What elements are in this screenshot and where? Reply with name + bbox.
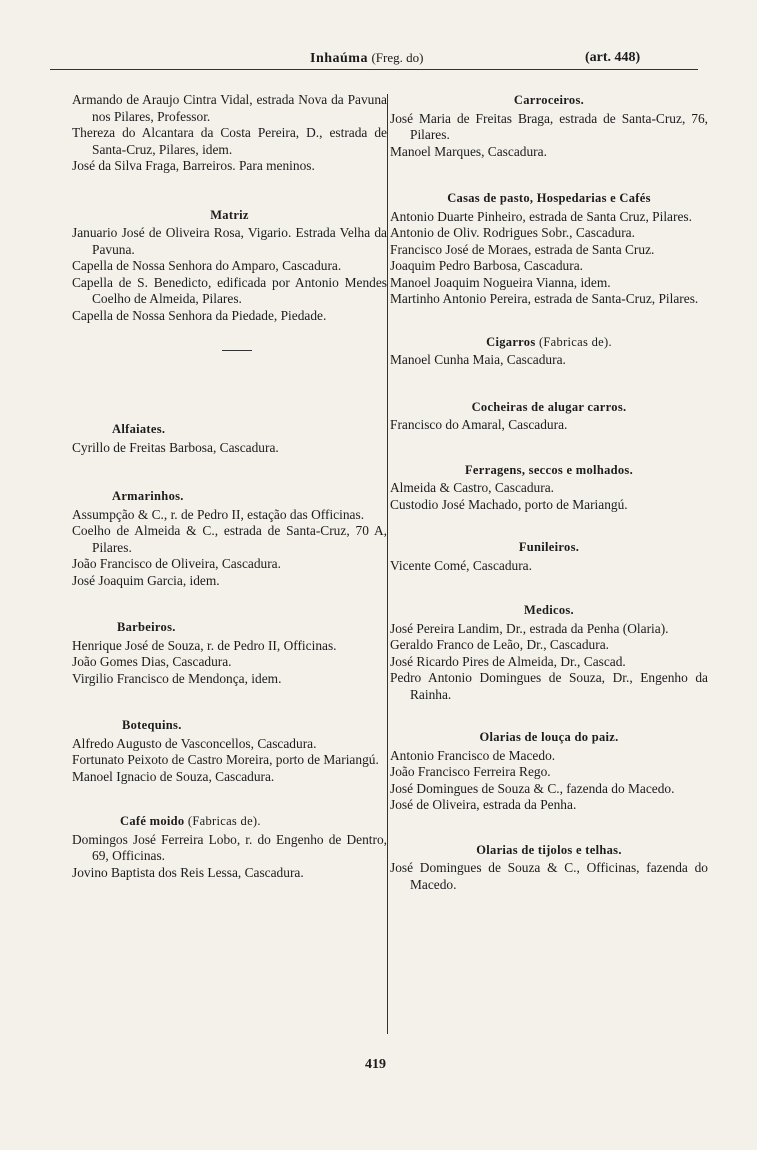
list-item: Manoel Marques, Cascadura. <box>390 143 547 159</box>
list-item: José de Oliveira, estrada da Penha. <box>390 797 577 812</box>
section-heading-casas-de-pasto: Casas de pasto, Hospedarias e Cafés <box>447 191 651 205</box>
list-item: Custodio José Machado, porto de Mariangú. <box>390 496 628 512</box>
section-heading-funileiros: Funileiros. <box>518 540 580 554</box>
list-item: Antonio Duarte Pinheiro, estrada de Santa Cruz, Pilares. <box>390 208 692 224</box>
list-item: João Francisco de Oliveira, Cascadura. <box>72 556 281 571</box>
list-item: José Domingues de Souza & C., fazenda do Macedo. <box>390 780 675 796</box>
section-heading-medicos: Medicos. <box>524 603 574 617</box>
list-item: Manoel Cunha Maia, Cascadura. <box>390 352 566 367</box>
list-item: Capella de Nossa Senhora da Piedade, Piedade. <box>72 307 327 323</box>
page-header <box>310 50 690 67</box>
list-item: Henrique José de Souza, r. de Pedro II, Officinas. <box>72 637 337 653</box>
heading-subtitle: (Fabricas de). <box>538 334 612 349</box>
list-item: Virgilio Francisco de Mendonça, idem. <box>72 670 282 686</box>
section-heading-barbeiros: Barbeiros. <box>117 620 176 634</box>
list-item: Joaquim Pedro Barbosa, Cascadura. <box>390 258 584 273</box>
list-item: Januario José de Oliveira Rosa, Vigario. Estrada Velha da Pavuna. <box>72 225 387 257</box>
list-item: Martinho Antonio Pereira, estrada de Santa-Cruz, Pilares. <box>390 291 699 306</box>
page-number: 419 <box>365 1057 386 1072</box>
heading-subtitle: (Fabricas de). <box>187 814 261 828</box>
section-heading-cigarros <box>390 334 708 351</box>
list-item: José Pereira Landim, Dr., estrada da Penha (Olaria). <box>390 620 669 636</box>
list-item: José Domingues de Souza & C., Officinas, fazenda do Macedo. <box>390 860 708 892</box>
section-heading-matriz: Matriz <box>210 207 249 222</box>
section-heading-cafe-moido <box>72 813 387 830</box>
list-item: Antonio de Oliv. Rodrigues Sobr., Cascadura. <box>390 225 635 240</box>
list-item: Geraldo Franco de Leão, Dr., Cascadura. <box>390 637 609 652</box>
list-item: Domingos José Ferreira Lobo, r. do Engenho de Dentro, 69, Officinas. <box>72 831 387 863</box>
section-heading-olarias-tijolos: Olarias de tijolos e telhas. <box>476 842 622 857</box>
section-heading-olarias-louca: Olarias de louça do paiz. <box>479 730 619 744</box>
heading-title: Cigarros <box>486 334 536 349</box>
list-item: Armando de Araujo Cintra Vidal, estrada Nova da Pavuna nos Pilares, Professor. <box>72 92 387 124</box>
list-item: Francisco do Amaral, Cascadura. <box>390 417 568 432</box>
list-item: Manoel Ignacio de Souza, Cascadura. <box>72 768 275 784</box>
list-item: Manoel Joaquim Nogueira Vianna, idem. <box>390 274 611 290</box>
list-item: Fortunato Peixoto de Castro Moreira, porto de Mariangú. <box>72 752 379 767</box>
list-item: Cyrillo de Freitas Barbosa, Cascadura. <box>72 439 279 455</box>
list-item: João Gomes Dias, Cascadura. <box>72 654 232 669</box>
list-item: José da Silva Fraga, Barreiros. Para meninos. <box>72 158 315 173</box>
header-freguesia: (Freg. do) <box>371 50 424 65</box>
list-item: Assumpção & C., r. de Pedro II, estação das Officinas. <box>72 506 365 522</box>
heading-title: Café moido <box>120 814 185 828</box>
list-item: Alfredo Augusto de Vasconcellos, Cascadura. <box>72 735 317 751</box>
list-item: Almeida & Castro, Cascadura. <box>390 480 554 495</box>
list-item: Antonio Francisco de Macedo. <box>390 747 556 763</box>
list-item: José Joaquim Garcia, idem. <box>72 572 220 588</box>
list-item: José Maria de Freitas Braga, estrada de Santa-Cruz, 76, Pilares. <box>390 110 708 142</box>
header-article: (art. 448) <box>585 50 641 65</box>
list-item: José Ricardo Pires de Almeida, Dr., Cascad. <box>390 653 626 669</box>
section-heading-alfaiates: Alfaiates. <box>112 422 166 436</box>
list-item: Francisco José de Moraes, estrada de Santa Cruz. <box>390 241 655 257</box>
list-item: Thereza do Alcantara da Costa Pereira, D., estrada de Santa-Cruz, Pilares, idem. <box>72 125 387 157</box>
list-item: João Francisco Ferreira Rego. <box>390 764 551 779</box>
list-item: Coelho de Almeida & C., estrada de Santa-Cruz, 70 A, Pilares. <box>72 523 387 555</box>
section-heading-armarinhos: Armarinhos. <box>112 489 184 503</box>
list-item: Jovino Baptista dos Reis Lessa, Cascadura. <box>72 864 304 880</box>
column-divider <box>387 94 388 1034</box>
header-rule <box>50 69 698 70</box>
section-heading-cocheiras: Cocheiras de alugar carros. <box>471 399 627 414</box>
section-heading-botequins: Botequins. <box>122 718 182 732</box>
header-place: Inhaúma <box>310 51 368 66</box>
list-item: Capella de S. Benedicto, edificada por Antonio Mendes Coelho de Almeida, Pilares. <box>72 274 387 306</box>
left-column <box>72 92 387 881</box>
list-item: Vicente Comé, Cascadura. <box>390 557 532 573</box>
list-item: Capella de Nossa Senhora do Amparo, Cascadura. <box>72 258 342 273</box>
section-heading-ferragens: Ferragens, seccos e molhados. <box>464 462 634 477</box>
section-heading-carroceiros: Carroceiros. <box>513 93 585 107</box>
list-item: Pedro Antonio Domingues de Souza, Dr., Engenho da Rainha. <box>390 670 708 702</box>
right-column <box>390 92 708 893</box>
